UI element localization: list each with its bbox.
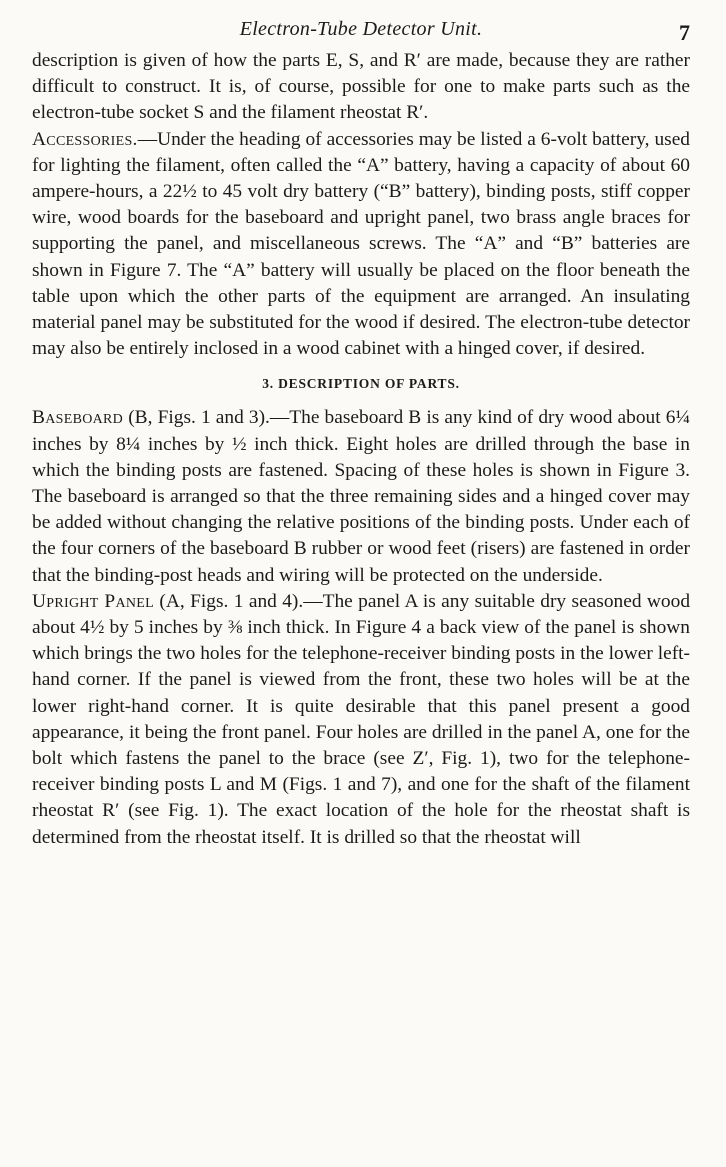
panel-ref: (A, Figs. 1 and 4). xyxy=(153,590,304,612)
baseboard-text: —The baseboard B is any kind of dry wood about 6¼ inches by 8¼ inches by ½ inch thick. Eight holes are drilled through the base in which the binding posts are fastened. Spacing of these holes is shown in Figure 3. The baseboard is arranged so that the three remaining sides and a hinged cover may be added without changing the relative positions of the binding posts. Under each of the four corners of the baseboard B rubber or wood feet (risers) are fastened in order that the binding-post heads and wiring will be protected on the underside. xyxy=(32,407,690,586)
paragraph-upright-panel xyxy=(32,589,690,851)
running-title: Electron-Tube Detector Unit. xyxy=(239,18,483,40)
accessories-text: —Under the heading of accessories may be listed a 6-volt battery, used for lighting the filament, often called the “A” battery, having a capacity of about 60 ampere-hours, a 22½ to 45 volt dry battery (“B” battery), binding posts, stiff copper wire, wood boards for the baseboard and upright panel, two brass angle braces for supporting the panel, and miscellaneous screws. The “A” and “B” batteries are shown in Figure 7. The “A” battery will usually be placed on the floor beneath the table upon which the other parts of the equipment are arranged. An insulating material panel may be substituted for the wood if desired. The electron-tube detector may also be entirely inclosed in a wood cabinet with a hinged cover, if desired. xyxy=(32,128,690,360)
baseboard-label: Baseboard xyxy=(32,407,124,429)
book-page xyxy=(32,14,690,851)
panel-text: —The panel A is any suitable dry seasoned wood about 4½ by 5 inches by ⅜ inch thick. In Figure 4 a back view of the panel is shown which brings the two holes for the telephone-receiver binding posts in the lower left-hand corner. If the panel is viewed from the front, these two holes will be at the lower right-hand corner. It is quite desirable that this panel present a good appearance, it being the front panel. Four holes are drilled in the panel A, one for the bolt which fastens the panel to the brace (see Z′, Fig. 1), two for the telephone-receiver binding posts L and M (Figs. 1 and 7), and one for the shaft of the filament rheostat R′ (see Fig. 1). The exact location of the hole for the rheostat shaft is determined from the rheostat itself. It is drilled so that the rheostat will xyxy=(32,590,691,848)
paragraph-baseboard xyxy=(32,405,690,588)
paragraph-intro: description is given of how the parts E, S, and R′ are made, because they are rather difficult to construct. It is, of course, possible for one to make parts such as the electron-tube socket S and the filament rheostat R′. xyxy=(32,50,690,124)
section-heading: 3. DESCRIPTION OF PARTS. xyxy=(262,376,460,392)
panel-label: Upright Panel xyxy=(32,590,154,612)
page-number: 7 xyxy=(679,20,690,45)
running-header xyxy=(32,14,690,48)
baseboard-ref: (B, Figs. 1 and 3). xyxy=(123,407,270,429)
paragraph-accessories xyxy=(32,127,690,363)
accessories-label: Accessories. xyxy=(32,128,138,150)
